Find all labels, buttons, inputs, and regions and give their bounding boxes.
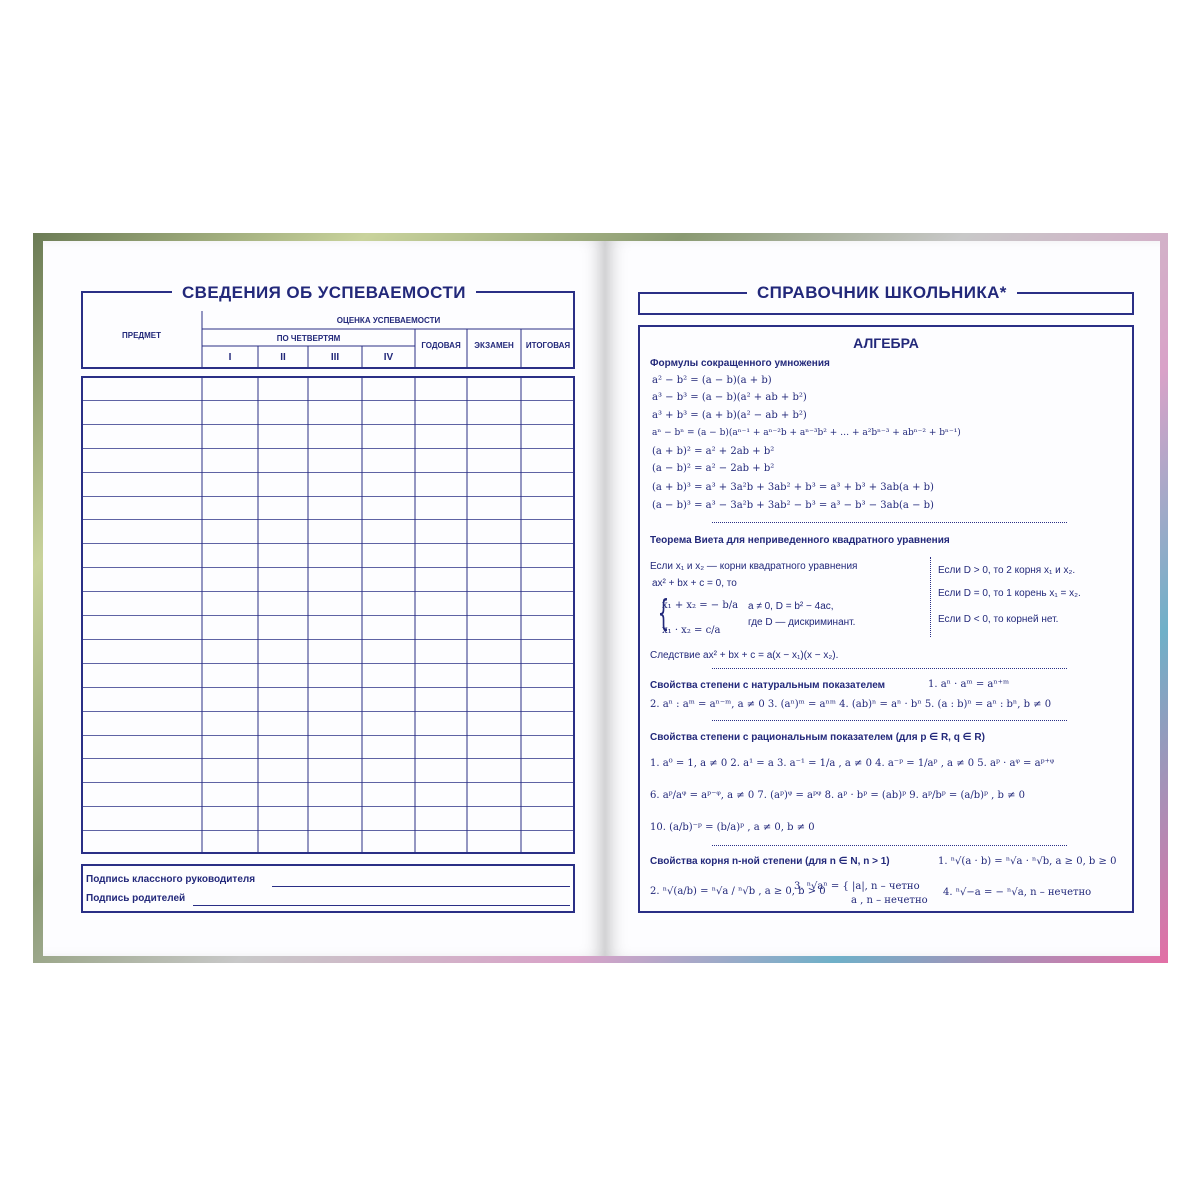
s1-title: Формулы сокращенного умножения: [650, 358, 830, 369]
divider: [712, 668, 1067, 669]
s5-property-2: 2. ⁿ√(a/b) = ⁿ√a / ⁿ√b , a ≥ 0, b > 0: [650, 886, 826, 897]
s2-intro-2: ax² + bx + c = 0, то: [652, 578, 737, 589]
s2-corollary: Следствие ax² + bx + c = a(x − x₁)(x − x₂).: [650, 650, 839, 661]
s2-intro-1: Если x₁ и x₂ — корни квадратного уравнения: [650, 561, 858, 572]
header-grade: ОЦЕНКА УСПЕВАЕМОСТИ: [336, 316, 441, 325]
s1-line-2: a³ − b³ = (a − b)(a² + ab + b²): [652, 392, 807, 403]
s5-title: Свойства корня n-ной степени (для n ∈ N, n > 1): [650, 856, 890, 867]
s2-title: Теорема Виета для неприведенного квадратного уравнения: [650, 535, 950, 546]
s2-vertical-divider: [930, 557, 931, 637]
divider: [712, 522, 1067, 523]
grades-grid: [81, 376, 575, 854]
s2-condition-2: где D — дискриминант.: [748, 617, 856, 628]
s1-line-7: (a + b)³ = a³ + 3a²b + 3ab² + b³ = a³ + b³ + 3ab(a + b): [652, 482, 934, 493]
reference-title: СПРАВОЧНИК ШКОЛЬНИКА*: [747, 283, 1017, 303]
algebra-heading: АЛГЕБРА: [853, 335, 919, 351]
s3-properties: 2. aⁿ : aᵐ = aⁿ⁻ᵐ, a ≠ 0 3. (aⁿ)ᵐ = aⁿᵐ 4. (ab)ⁿ = aⁿ · bⁿ 5. (a : b)ⁿ = aⁿ : bⁿ, b ≠ 0: [650, 699, 1052, 710]
s1-line-3: a³ + b³ = (a + b)(a² − ab + b²): [652, 410, 807, 421]
page-title: СВЕДЕНИЯ ОБ УСПЕВАЕМОСТИ: [172, 283, 476, 303]
s3-property-1: 1. aⁿ · aᵐ = aⁿ⁺ᵐ: [928, 679, 1010, 690]
header-q1: I: [228, 352, 232, 363]
s4-title: Свойства степени с рациональным показателем (для p ∈ R, q ∈ R): [650, 732, 985, 743]
header-annual: ГОДОВАЯ: [421, 341, 461, 350]
s2-result-3: Если D < 0, то корней нет.: [938, 614, 1059, 625]
s5-property-3b: a , n – нечетно: [851, 895, 928, 906]
s2-system-1: x₁ + x₂ = − b/a: [662, 600, 739, 611]
s4-line-1: 1. a⁰ = 1, a ≠ 0 2. a¹ = a 3. a⁻¹ = 1/a , a ≠ 0 4. a⁻ᵖ = 1/aᵖ , a ≠ 0 5. aᵖ · aᵠ = aᵖ⁺ᵠ: [650, 758, 1055, 769]
s2-condition-1: a ≠ 0, D = b² − 4ac,: [748, 601, 834, 612]
header-subject: ПРЕДМЕТ: [121, 331, 161, 340]
s3-title: Свойства степени с натуральным показателем: [650, 680, 886, 691]
divider: [712, 720, 1067, 721]
header-q2: II: [280, 352, 286, 363]
s1-line-6: (a − b)² = a² − 2ab + b²: [652, 463, 775, 474]
header-quarters: ПО ЧЕТВЕРТЯМ: [276, 334, 341, 343]
s4-line-3: 10. (a/b)⁻ᵖ = (b/a)ᵖ , a ≠ 0, b ≠ 0: [650, 822, 815, 833]
s5-property-1: 1. ⁿ√(a · b) = ⁿ√a · ⁿ√b, a ≥ 0, b ≥ 0: [938, 856, 1117, 867]
parents-signature-line[interactable]: [193, 905, 570, 906]
s2-system-2: x₁ · x₂ = c/a: [662, 625, 721, 636]
s2-result-2: Если D = 0, то 1 корень x₁ = x₂.: [938, 588, 1081, 599]
s5-property-3a: 3. ⁿ√aⁿ = { |a|, n – четно: [794, 881, 920, 892]
header-q3: III: [330, 352, 340, 363]
s1-line-4: aⁿ − bⁿ = (a − b)(aⁿ⁻¹ + aⁿ⁻²b + aⁿ⁻³b² + … + a²bⁿ⁻³ + abⁿ⁻² + bⁿ⁻¹): [652, 428, 961, 438]
s1-line-5: (a + b)² = a² + 2ab + b²: [652, 446, 775, 457]
s1-line-8: (a − b)³ = a³ − 3a²b + 3ab² − b³ = a³ − b³ − 3ab(a − b): [652, 500, 934, 511]
teacher-signature-line[interactable]: [272, 886, 570, 887]
system-brace: {: [657, 593, 670, 634]
divider: [712, 845, 1067, 846]
s2-result-1: Если D > 0, то 2 корня x₁ и x₂.: [938, 565, 1076, 576]
s4-line-2: 6. aᵖ/aᵠ = aᵖ⁻ᵠ, a ≠ 0 7. (aᵖ)ᵠ = aᵖᵠ 8. aᵖ · bᵖ = (ab)ᵖ 9. aᵖ/bᵖ = (a/b)ᵖ , b ≠ 0: [650, 790, 1026, 801]
header-final: ИТОГОВАЯ: [525, 341, 571, 350]
s1-line-1: a² − b² = (a − b)(a + b): [652, 375, 772, 386]
s5-property-4: 4. ⁿ√−a = − ⁿ√a, n – нечетно: [943, 887, 1092, 898]
parents-signature-label: Подпись родителей: [86, 893, 186, 904]
teacher-signature-label: Подпись классного руководителя: [86, 874, 256, 885]
header-q4: IV: [383, 352, 394, 363]
header-exam: ЭКЗАМЕН: [474, 341, 514, 350]
